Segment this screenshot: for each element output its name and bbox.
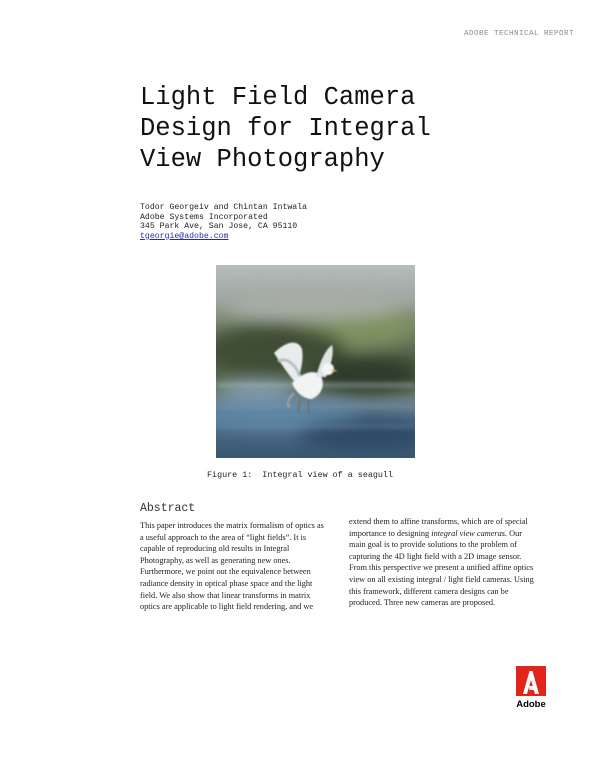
adobe-logo-icon [513, 666, 549, 710]
abstract-heading: Abstract [140, 502, 196, 515]
abstract-text: importance to designing [349, 528, 432, 538]
abstract-emphasis: integral view cameras. [431, 528, 508, 538]
abstract-line: a useful approach to the area of “light fields”. It is [140, 532, 307, 542]
abstract-line: produced. Three new cameras are proposed. [349, 598, 496, 608]
abstract-text: Our [507, 528, 523, 538]
abstract-line: Photography, as well as generating new ones. [140, 555, 291, 565]
adobe-logo-text: Adobe [516, 699, 546, 710]
adobe-logo [513, 666, 549, 710]
title-line: Design for Integral [140, 114, 431, 143]
abstract-column-left [140, 520, 340, 613]
seagull-photo [216, 265, 415, 458]
author-names: Todor Georgeiv and Chintan Intwala [140, 203, 308, 212]
abstract-line: capturing the 4D light field with a 2D image sensor. [349, 551, 522, 561]
author-email-link[interactable]: tgeorgie@adobe.com [140, 231, 229, 241]
abstract-line: main goal is to provide solutions to the problem of [349, 540, 517, 550]
abstract-line: radiance density in optical phase space and the light [140, 578, 313, 588]
author-company: Adobe Systems Incorporated [140, 212, 268, 222]
report-header-label: ADOBE TECHNICAL REPORT [463, 30, 574, 38]
abstract-column-right [349, 516, 549, 609]
abstract-line: extend them to affine transforms, which are of special [349, 517, 528, 526]
abstract-line: this framework, different camera designs can be [349, 586, 509, 596]
author-block [140, 203, 307, 241]
abstract-line: From this perspective we present a unified affine optics [349, 563, 534, 573]
abstract-line: optics are applicable to light field rendering, and we [140, 602, 314, 612]
abstract-line: view on all existing integral / light field cameras. Using [349, 574, 534, 584]
title-line: Light Field Camera [140, 83, 416, 112]
figure-caption: Figure 1: Integral view of a seagull [207, 470, 393, 480]
abstract-line: field. We also show that linear transforms in matrix [140, 590, 311, 600]
paper-title [140, 82, 580, 175]
abstract-line: Furthermore, we point out the equivalence between [140, 567, 311, 577]
abstract-line: This paper introduces the matrix formalism of optics as [140, 521, 324, 530]
abstract-line [349, 528, 549, 540]
title-line: View Photography [140, 145, 385, 174]
seagull-figure-image [216, 265, 415, 458]
abstract-line: capable of reproducing old results in Integral [140, 544, 290, 554]
author-address: 345 Park Ave, San Jose, CA 95110 [140, 222, 298, 232]
